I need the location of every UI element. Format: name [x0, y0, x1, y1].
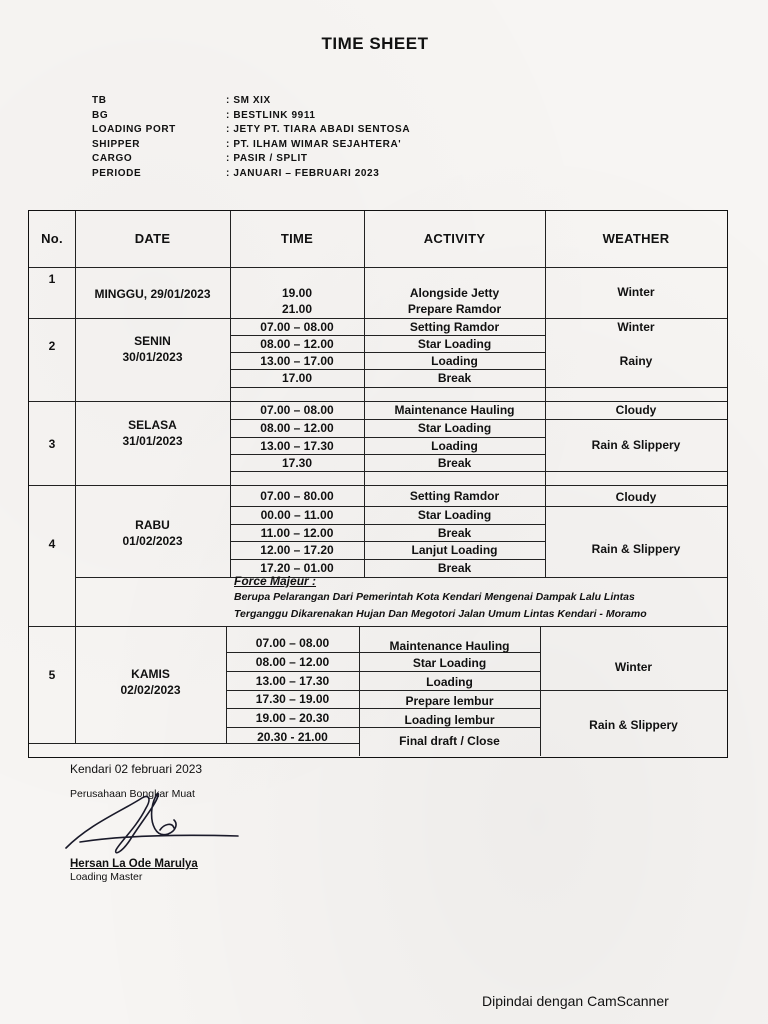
- entry-time: 13.00 – 17.30: [255, 673, 330, 688]
- meta-row-cargo: [92, 152, 532, 167]
- entry-date: 02/02/2023: [120, 683, 181, 697]
- meta-value: : JETY PT. TIARA ABADI SENTOSA: [226, 123, 532, 138]
- document-title: TIME SHEET: [321, 34, 429, 53]
- signature-stroke: [66, 794, 238, 853]
- entry-time: 00.00 – 11.00: [260, 508, 334, 522]
- signatory-role: Loading Master: [70, 871, 143, 883]
- header-info: [92, 94, 532, 182]
- entry-time: 13.00 – 17.00: [260, 353, 334, 368]
- meta-label: PERIODE: [92, 167, 142, 179]
- entry-activity: Loading lembur: [404, 713, 495, 727]
- entry-activity: Prepare lembur: [405, 694, 494, 708]
- meta-value: : PASIR / SPLIT: [226, 152, 532, 167]
- meta-row-shipper: [92, 138, 532, 153]
- entry-date: 01/02/2023: [122, 534, 183, 548]
- entry-activity: Final draft / Close: [399, 734, 500, 748]
- force-majeur-line: Terganggu Dikarenakan Hujan Dan Megotori Jalan Umum Lintas Kendari - Moramo: [234, 608, 647, 620]
- entry-activity: Star Loading: [412, 656, 487, 670]
- entry-activity: Loading: [431, 438, 478, 453]
- entry-number: 2: [48, 339, 56, 353]
- signatory-name: Hersan La Ode Marulya: [70, 858, 198, 870]
- meta-row-periode: [92, 167, 532, 182]
- entry-time: 08.00 – 12.00: [260, 421, 334, 435]
- entry-date: 31/01/2023: [122, 434, 183, 448]
- entry-time: 07.00 – 08.00: [260, 403, 334, 417]
- header-no: No.: [41, 231, 63, 246]
- table-divider: [29, 267, 727, 268]
- entry-number: 5: [48, 668, 56, 682]
- entry-activity: Star Loading: [417, 508, 492, 522]
- entry-activity: Star Loading: [417, 421, 492, 435]
- entry-time: 17.30: [281, 455, 313, 470]
- entry-number: 3: [48, 437, 56, 451]
- entry-date: 30/01/2023: [122, 350, 183, 364]
- handwritten-signature: [60, 784, 260, 866]
- entry-time: 08.00 – 12.00: [255, 654, 330, 669]
- entry-time: 17.00: [281, 371, 313, 385]
- entry-time: 08.00 – 12.00: [260, 336, 334, 351]
- meta-label: CARGO: [92, 153, 133, 165]
- entry-time: 07.00 – 80.00: [260, 489, 334, 503]
- meta-row-tb: [92, 94, 532, 109]
- entry-weather: Winter: [617, 285, 655, 299]
- time-sheet-table: [28, 210, 728, 758]
- signature-place-date: Kendari 02 februari 2023: [70, 762, 203, 776]
- signature-company: Perusahaan Bongkar Muat: [70, 788, 195, 800]
- entry-time: 07.00 – 08.00: [260, 319, 334, 334]
- table-divider: [230, 387, 727, 388]
- entry-time: 13.00 – 17.30: [260, 438, 334, 453]
- entry-activity: Setting Ramdor: [409, 489, 500, 503]
- meta-label: TB: [92, 95, 107, 106]
- entry-time: 17.20 – 01.00: [260, 561, 334, 575]
- entry-activity: Break: [437, 455, 472, 470]
- entry-weather: Cloudy: [615, 403, 657, 417]
- entry-time: 11.00 – 12.00: [260, 525, 334, 540]
- entry-activity: Maintenance Hauling: [394, 403, 515, 417]
- entry-activity: Break: [437, 525, 472, 540]
- entry-day: RABU: [135, 518, 170, 532]
- meta-value: : JANUARI – FEBRUARI 2023: [226, 167, 532, 182]
- entry-activity: Setting Ramdor: [409, 319, 500, 334]
- entry-day: SELASA: [128, 418, 177, 432]
- entry-day: KAMIS: [131, 667, 170, 681]
- entry-activity: Loading: [426, 675, 473, 689]
- entry-weather: Rain & Slippery: [589, 718, 678, 732]
- force-majeur-title: Force Majeur :: [234, 574, 317, 588]
- meta-row-bg: [92, 109, 532, 124]
- entry-number: 1: [48, 272, 56, 286]
- entry-weather: Winter: [614, 660, 653, 674]
- entry-time: 12.00 – 17.20: [260, 543, 334, 557]
- table-divider: [75, 577, 727, 578]
- header-activity: ACTIVITY: [423, 231, 486, 246]
- header-date: DATE: [134, 231, 171, 246]
- meta-label: BG: [92, 109, 109, 121]
- entry-activity: Lanjut Loading: [411, 543, 498, 557]
- entry-time: 19.00 – 20.30: [255, 710, 330, 725]
- entry-activity: Prepare Ramdor: [407, 302, 502, 316]
- entry-time: 19.00: [281, 286, 313, 300]
- table-divider: [230, 471, 727, 472]
- entry-activity: Maintenance Hauling: [389, 639, 510, 653]
- table-divider: [29, 626, 727, 627]
- entry-time: 20.30 - 21.00: [257, 729, 328, 744]
- meta-value: : BESTLINK 9911: [226, 109, 532, 124]
- entry-weather: Rain & Slippery: [591, 542, 681, 556]
- table-divider: [29, 485, 727, 486]
- meta-value: : SM XIX: [226, 94, 532, 109]
- entry-weather: Rain & Slippery: [591, 438, 681, 452]
- meta-value: : PT. ILHAM WIMAR SEJAHTERA': [226, 138, 532, 153]
- entry-weather: Cloudy: [615, 490, 657, 504]
- entry-activity: Break: [437, 561, 472, 575]
- header-weather: WEATHER: [602, 231, 670, 246]
- header-time: TIME: [280, 231, 314, 246]
- entry-weather: Rainy: [619, 353, 653, 368]
- entry-time: 07.00 – 08.00: [255, 636, 330, 650]
- entry-time: 17.30 – 19.00: [255, 692, 330, 706]
- entry-activity: Loading: [431, 353, 478, 368]
- entry-day: SENIN: [134, 334, 171, 348]
- meta-row-loading-port: [92, 123, 532, 138]
- force-majeur-line: Berupa Pelarangan Dari Pemerintah Kota Kendari Mengenai Dampak Lalu Lintas: [234, 591, 635, 603]
- entry-weather: Winter: [617, 319, 655, 334]
- meta-label: LOADING PORT: [92, 124, 176, 136]
- entry-activity: Alongside Jetty: [409, 286, 500, 300]
- entry-activity: Break: [437, 371, 472, 385]
- table-divider: [540, 626, 541, 756]
- meta-label: SHIPPER: [92, 138, 141, 150]
- entry-day: MINGGU, 29/01/2023: [94, 287, 211, 301]
- entry-time: 21.00: [281, 302, 313, 316]
- entry-number: 4: [48, 537, 56, 551]
- entry-activity: Star Loading: [417, 336, 492, 351]
- signature-block: [70, 762, 330, 892]
- scanner-watermark: Dipindai dengan CamScanner: [482, 993, 669, 1009]
